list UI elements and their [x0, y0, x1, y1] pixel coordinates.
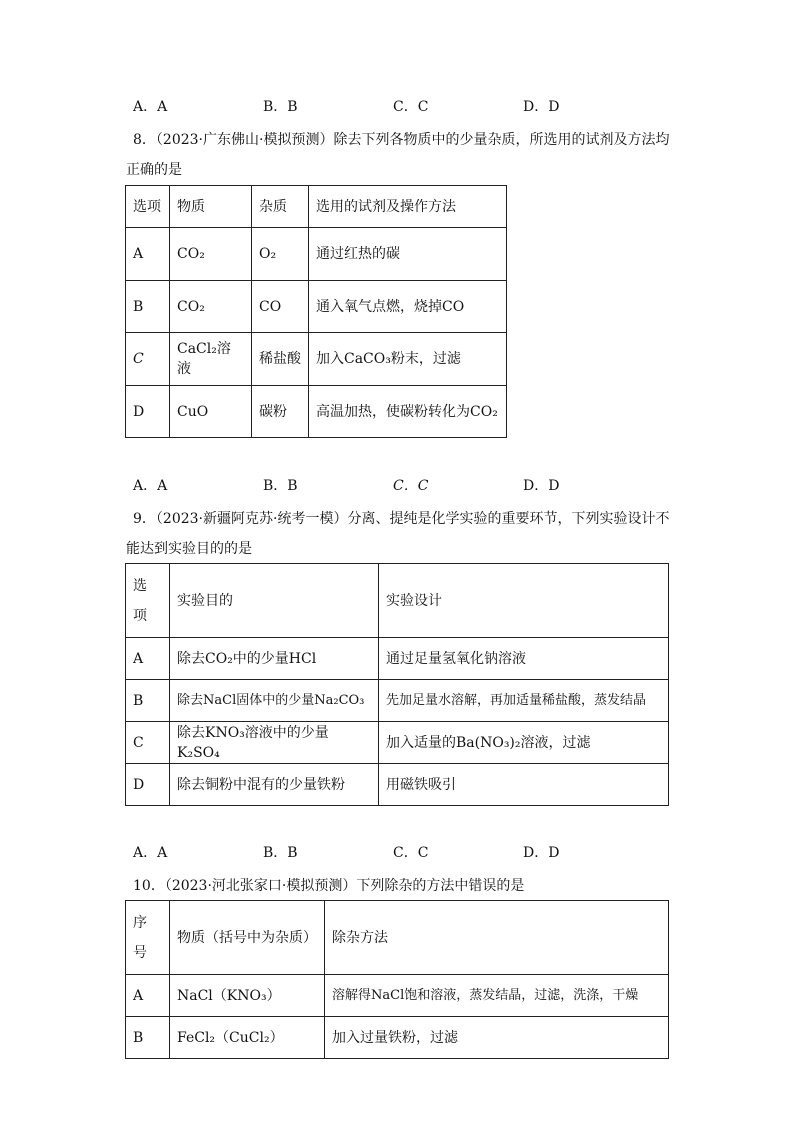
q8-row-a-impurity: O₂ — [252, 228, 309, 281]
q10-row-a-substance: NaCl（KNO₃） — [170, 975, 325, 1017]
q7-option-d: D．D — [523, 99, 560, 115]
table-row — [126, 281, 507, 333]
q9-stem-line2: 能达到实验目的的是 — [126, 541, 252, 557]
q8-row-c-impurity: 稀盐酸 — [252, 333, 309, 386]
q9-row-d-goal: 除去铜粉中混有的少量铁粉 — [170, 764, 379, 806]
q8-row-c-opt: C — [126, 333, 170, 386]
q9-header-opt: 选 项 — [126, 564, 170, 638]
q10-row-a-opt: A — [126, 975, 170, 1017]
q9-header-goal: 实验目的 — [170, 564, 379, 638]
q8-stem-line2: 正确的是 — [126, 162, 182, 178]
q8-row-c-method: 加入CaCO₃粉末，过滤 — [309, 333, 507, 386]
q8-option-c: C．C — [393, 478, 429, 494]
q10-header-row — [126, 901, 669, 975]
q9-row-d-opt: D — [126, 764, 170, 806]
table-row — [126, 638, 669, 680]
q8-option-b: B．B — [263, 478, 298, 494]
q10-stem-text: 下列除杂的方法中错误的是 — [356, 878, 525, 894]
q8-options — [133, 476, 653, 496]
q8-table — [125, 185, 507, 438]
q9-header-row — [126, 564, 669, 638]
q9-row-c-opt: C — [126, 722, 170, 764]
table-row — [126, 386, 507, 438]
q8-row-d-method: 高温加热，使碳粉转化为CO₂ — [309, 386, 507, 438]
q9-option-a: A．A — [133, 845, 168, 861]
q9-row-b-opt: B — [126, 680, 170, 722]
q8-row-b-impurity: CO — [252, 281, 309, 333]
q10-header-method: 除杂方法 — [325, 901, 669, 975]
q8-header-row — [126, 186, 507, 228]
q9-row-c-goal: 除去KNO₃溶液中的少量K₂SO₄ — [170, 722, 379, 764]
q10-header-substance: 物质（括号中为杂质） — [170, 901, 325, 975]
q9-row-d-design: 用磁铁吸引 — [379, 764, 669, 806]
q10-row-b-opt: B — [126, 1017, 170, 1059]
q8-row-a-substance: CO₂ — [170, 228, 252, 281]
q9-row-a-opt: A — [126, 638, 170, 680]
q9-header-design: 实验设计 — [379, 564, 669, 638]
table-row — [126, 333, 507, 386]
q8-header-method: 选用的试剂及操作方法 — [309, 186, 507, 228]
q8-row-d-impurity: 碳粉 — [252, 386, 309, 438]
q8-number: 8． — [133, 132, 156, 148]
q10-row-a-method: 溶解得NaCl饱和溶液，蒸发结晶，过滤，洗涤，干燥 — [325, 975, 669, 1017]
q8-source: （2023·广东佛山·模拟预测） — [155, 132, 334, 148]
q9-row-b-design: 先加足量水溶解，再加适量稀盐酸，蒸发结晶 — [379, 680, 669, 722]
q8-row-a-method: 通过红热的碳 — [309, 228, 507, 281]
q10-table — [125, 900, 669, 1059]
q9-row-c-design: 加入适量的Ba(NO₃)₂溶液，过滤 — [379, 722, 669, 764]
q8-row-d-substance: CuO — [170, 386, 252, 438]
table-row — [126, 228, 507, 281]
q9-row-a-goal: 除去CO₂中的少量HCl — [170, 638, 379, 680]
q10-number: 10． — [133, 878, 165, 894]
q9-number: 9． — [133, 511, 156, 527]
table-row — [126, 722, 669, 764]
q10-source: （2023·河北张家口·模拟预测） — [164, 878, 357, 894]
q9-row-a-design: 通过足量氢氧化钠溶液 — [379, 638, 669, 680]
table-row — [126, 1017, 669, 1059]
q8-header-impurity: 杂质 — [252, 186, 309, 228]
q10-row-b-method: 加入过量铁粉，过滤 — [325, 1017, 669, 1059]
q8-header-substance: 物质 — [170, 186, 252, 228]
table-row — [126, 975, 669, 1017]
q8-row-b-substance: CO₂ — [170, 281, 252, 333]
q8-option-d: D．D — [523, 478, 560, 494]
q9-stem-line1: 分离、提纯是化学实验的重要环节，下列实验设计不 — [347, 511, 670, 527]
q9-row-b-goal: 除去NaCl固体中的少量Na₂CO₃ — [170, 680, 379, 722]
q7-options — [133, 97, 653, 117]
q8-option-a: A．A — [133, 478, 168, 494]
q8-header-opt: 选项 — [126, 186, 170, 228]
q8-row-a-opt: A — [126, 228, 170, 281]
q9-option-d: D．D — [523, 845, 560, 861]
q8-row-c-substance: CaCl₂溶液 — [170, 333, 252, 386]
table-row — [126, 764, 669, 806]
q8-row-b-method: 通入氧气点燃，烧掉CO — [309, 281, 507, 333]
q7-option-a: A．A — [133, 99, 168, 115]
q9-table — [125, 563, 669, 806]
q8-stem — [126, 125, 673, 185]
q7-option-b: B．B — [263, 99, 298, 115]
q9-source: （2023·新疆阿克苏·统考一模） — [155, 511, 348, 527]
q10-stem — [133, 871, 673, 901]
q9-option-b: B．B — [263, 845, 298, 861]
q7-option-c: C．C — [393, 99, 429, 115]
q8-row-d-opt: D — [126, 386, 170, 438]
q8-row-b-opt: B — [126, 281, 170, 333]
table-row — [126, 680, 669, 722]
q9-option-c: C．C — [393, 845, 429, 861]
q8-stem-line1: 除去下列各物质中的少量杂质，所选用的试剂及方法均 — [333, 132, 670, 148]
q10-row-b-substance: FeCl₂（CuCl₂） — [170, 1017, 325, 1059]
q9-stem — [126, 504, 673, 564]
q10-header-no: 序 号 — [126, 901, 170, 975]
q9-options — [133, 843, 653, 863]
